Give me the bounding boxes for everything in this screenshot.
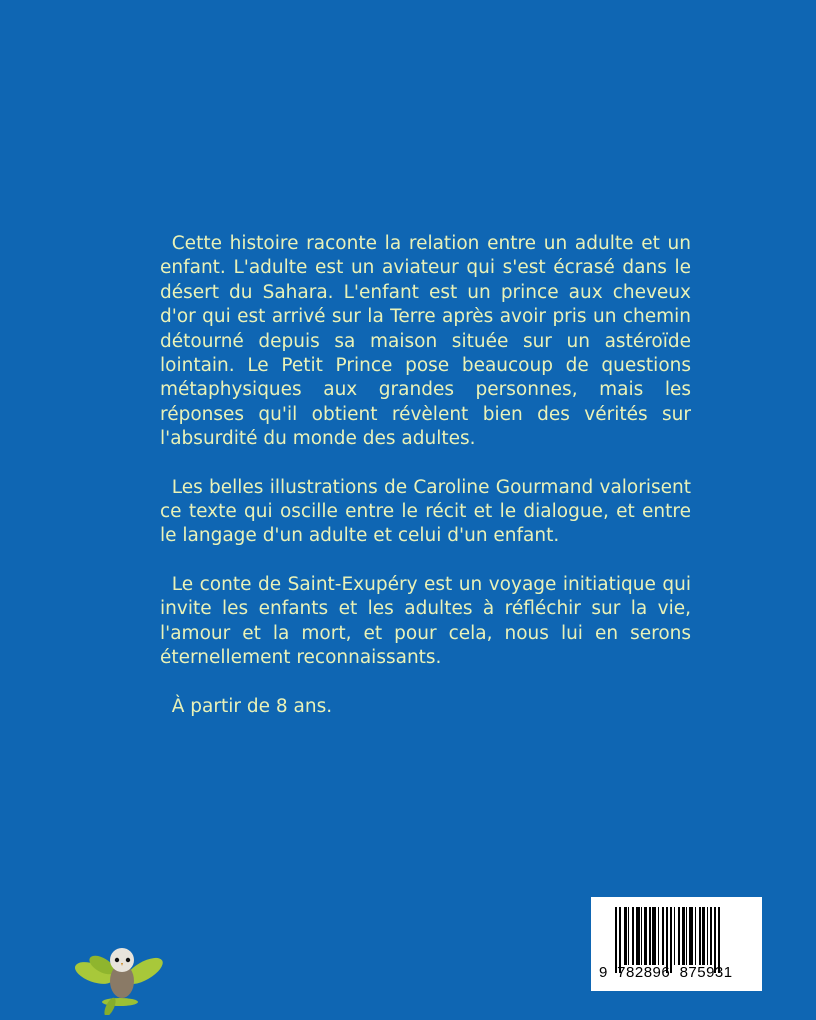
illustrations-paragraph: Les belles illustrations de Caroline Gourmand valorisent ce texte qui oscille entre le récit et le dialogue, et entre le langage d'un adulte et celui d'un enfant. xyxy=(160,476,691,547)
tale-paragraph: Le conte de Saint-Exupéry est un voyage initiatique qui invite les enfants et les adultes à réfléchir sur la vie, l'amour et la mort, et pour cela, nous lui en serons éternellement reconnaissants. xyxy=(160,573,691,669)
isbn-number: 9 782896 875931 xyxy=(599,964,733,981)
age-recommendation: À partir de 8 ans. xyxy=(171,695,333,717)
back-cover-text xyxy=(160,232,691,743)
barcode-bars xyxy=(615,907,750,969)
summary-paragraph: Cette histoire raconte la relation entre un adulte et un enfant. L'adulte est un aviateur qui s'est écrasé dans le désert du Sahara. L'enfant est un prince aux cheveux d'or qui est arrivé sur la Terre après avoir pris un chemin détourné depuis sa maison située sur un astéroïde lointain. Le Petit Prince pose beaucoup de questions métaphysiques aux grandes personnes, mais les réponses qu'il obtient révèlent bien des vérités sur l'absurdité du monde des adultes. xyxy=(160,233,691,450)
isbn-barcode xyxy=(591,897,762,991)
owl-with-leaves-icon xyxy=(72,935,167,1015)
